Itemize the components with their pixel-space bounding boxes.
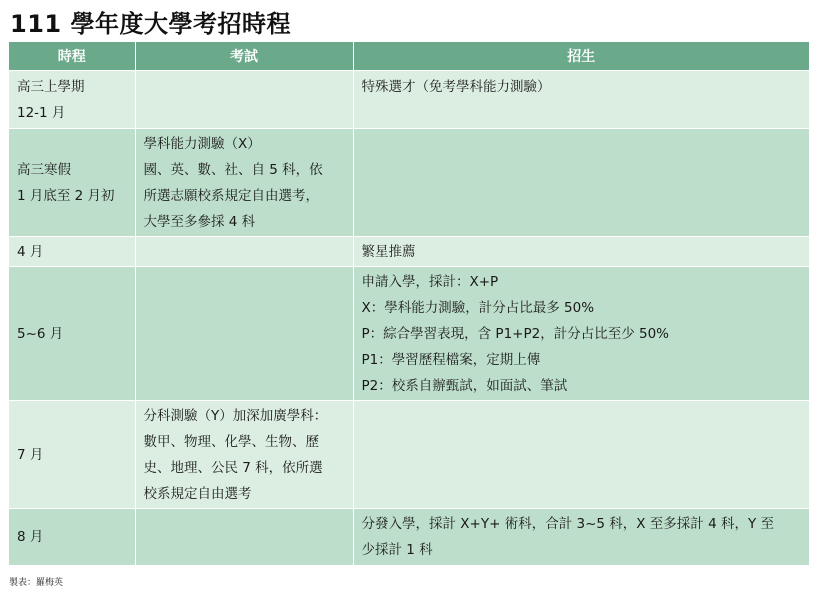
table-row: [9, 509, 809, 565]
table-row: [9, 401, 809, 509]
cell-text: 高三寒假: [17, 161, 71, 178]
cell-text: 繁星推薦: [361, 243, 416, 260]
cell-text: 8 月: [17, 528, 44, 545]
cell-exam: [135, 401, 353, 509]
cell-exam: [135, 267, 353, 401]
cell-text: 分發入學，採計 X+Y+ 術科，合計 3~5 科，X 至多採計 4 科，Y 至: [361, 515, 775, 532]
cell-time: [9, 237, 135, 267]
cell-exam: [135, 237, 353, 267]
cell-admission: [353, 267, 809, 401]
table-row: [9, 267, 809, 401]
table-credit: 製表：羅梅英: [9, 578, 64, 588]
cell-text: 分科測驗（Y）加深加廣學科：: [143, 407, 328, 424]
cell-text: P：綜合學習表現，含 P1+P2，計分占比至少 50%: [361, 325, 670, 342]
cell-admission: [353, 401, 809, 509]
cell-text: 國、英、數、社、自 5 科，依: [143, 161, 323, 178]
cell-time: [9, 267, 135, 401]
cell-text: 5~6 月: [17, 325, 64, 342]
cell-exam: [135, 129, 353, 237]
cell-text: P2：校系自辦甄試，如面試、筆試: [361, 377, 568, 394]
cell-exam: [135, 71, 353, 129]
cell-admission: [353, 71, 809, 129]
cell-text: P1：學習歷程檔案，定期上傳: [361, 351, 541, 368]
cell-text: 少採計 1 科: [361, 541, 433, 558]
cell-text: 申請入學，採計：X+P: [361, 273, 499, 290]
cell-text: 大學至多參採 4 科: [143, 213, 256, 230]
page-title: 111 學年度大學考招時程: [10, 10, 291, 38]
header-exam: 考試: [135, 42, 353, 71]
table-row: [9, 129, 809, 237]
cell-text: 4 月: [17, 243, 44, 260]
cell-admission: [353, 129, 809, 237]
cell-text: 所選志願校系規定自由選考，: [143, 187, 319, 204]
cell-admission: [353, 509, 809, 565]
cell-admission: [353, 237, 809, 267]
cell-text: 高三上學期: [17, 78, 85, 95]
table-row: [9, 237, 809, 267]
cell-time: [9, 129, 135, 237]
cell-text: 特殊選才（免考學科能力測驗）: [361, 79, 551, 95]
cell-exam: [135, 509, 353, 565]
cell-text: 7 月: [17, 446, 44, 463]
cell-time: [9, 509, 135, 565]
cell-text: 校系規定自由選考: [143, 485, 252, 502]
cell-text: 史、地理、公民 7 科，依所選: [143, 459, 323, 476]
schedule-table: [9, 42, 809, 565]
cell-time: [9, 401, 135, 509]
header-time: 時程: [9, 42, 135, 71]
table-row: [9, 71, 809, 129]
cell-text: 學科能力測驗（X）: [143, 135, 261, 152]
header-admission: 招生: [353, 42, 809, 71]
cell-text: 1 月底至 2 月初: [17, 187, 115, 204]
header-row: [9, 42, 809, 71]
cell-text: 數甲、物理、化學、生物、歷: [143, 433, 319, 450]
cell-text: 12-1 月: [17, 104, 66, 121]
cell-text: X：學科能力測驗，計分占比最多 50%: [361, 299, 595, 316]
cell-time: [9, 71, 135, 129]
